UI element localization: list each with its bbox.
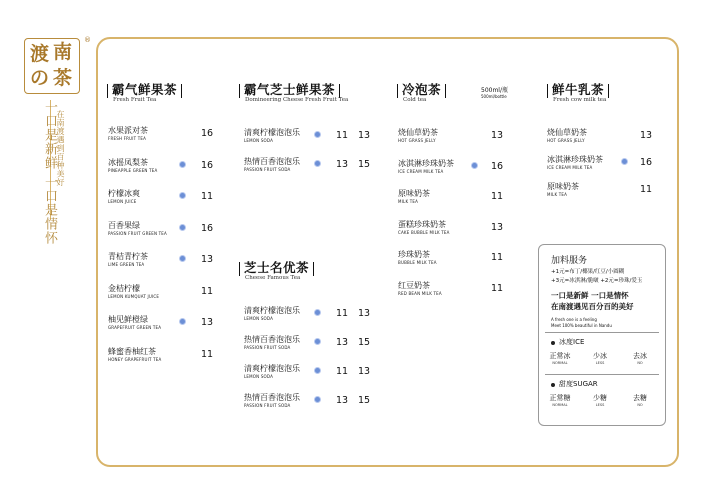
item-price: 13 <box>336 159 349 170</box>
service-slogan: 在南渡遇见百分百的美好 <box>551 302 634 311</box>
item-name-en: PINEAPPLE GREEN TEA <box>108 167 158 173</box>
section-title-text: 霸气芝士鲜果茶 <box>244 82 336 97</box>
item-price: 13 <box>640 130 653 141</box>
item-price: 11 <box>336 366 349 377</box>
bottle-size-en: 500ml/bottle <box>481 94 507 99</box>
service-line: +3元=冰淇淋/脆啵 +2元=珍珠/爱玉 <box>551 278 643 284</box>
service-en: A fresh one is a feeling <box>551 317 597 322</box>
item-name: 珍珠奶茶 <box>398 250 430 259</box>
brand-slogan: 一口是新鲜 一口是情怀 <box>42 100 57 246</box>
item-name: 青桔青柠茶 <box>108 252 148 261</box>
divider <box>239 84 240 98</box>
option-label-en: LESS <box>595 361 605 365</box>
item-name-en: PASSION FRUIT SODA <box>244 403 291 408</box>
divider <box>339 84 340 98</box>
menu-item <box>244 306 300 321</box>
item-price: 13 <box>491 221 504 233</box>
option-label-en: NO <box>637 361 643 365</box>
option-label: 正常冰 <box>549 352 571 360</box>
item-name: 冰淇淋珍珠奶茶 <box>547 155 603 164</box>
bubble-icon <box>314 309 321 316</box>
menu-item <box>244 364 300 379</box>
item-name: 热情百香泡泡乐 <box>244 157 300 166</box>
section-title <box>235 80 344 98</box>
item-price: 13 <box>201 317 214 328</box>
registered-mark: ® <box>84 36 91 44</box>
item-name: 金桔柠檬 <box>108 283 140 293</box>
item-name: 蜂蜜香柚红茶 <box>108 346 156 356</box>
item-name-en: ICE CREAM MILK TEA <box>398 168 444 174</box>
item-price: 11 <box>491 282 504 294</box>
item-price: 13 <box>336 395 349 406</box>
item-price: 11 <box>201 348 214 360</box>
item-name-en: GRAPEFRUIT GREEN TEA <box>108 325 162 330</box>
menu-item <box>108 221 167 236</box>
option-label-en: NORMAL <box>552 403 568 407</box>
option-label: 少冰 <box>593 352 607 360</box>
item-name: 清爽柠檬泡泡乐 <box>244 306 300 315</box>
bubble-icon <box>621 158 628 165</box>
option-label: 少糖 <box>593 394 607 402</box>
bubble-icon <box>471 162 478 169</box>
item-price: 11 <box>201 191 214 202</box>
divider <box>181 84 182 98</box>
item-name-en: LEMON KUMQUAT JUICE <box>108 293 160 299</box>
item-price: 15 <box>358 337 371 348</box>
item-name-en: RED BEAN MILK TEA <box>398 290 442 296</box>
menu-item <box>244 393 300 408</box>
bubble-icon <box>179 161 186 168</box>
menu-item <box>108 126 148 141</box>
item-name-en: LEMON SODA <box>244 374 274 379</box>
bubble-icon <box>314 131 321 138</box>
item-price: 13 <box>358 308 371 319</box>
item-price: 11 <box>491 252 504 263</box>
item-name-en: FRESH FRUIT TEA <box>108 136 147 141</box>
item-price: 11 <box>640 184 653 195</box>
option-label-en: NORMAL <box>552 361 568 365</box>
section-title-text: 鲜牛乳茶 <box>552 82 605 97</box>
section-title <box>393 80 450 98</box>
item-name: 红豆奶茶 <box>398 280 430 290</box>
sugar-title: 甜度SUGAR <box>559 380 598 388</box>
menu-item <box>398 281 442 296</box>
section-title <box>235 258 318 276</box>
bubble-icon <box>179 318 186 325</box>
section-title-text: 芝士名优茶 <box>244 260 310 275</box>
item-name: 柚见鲜橙绿 <box>108 315 148 324</box>
service-title: 加料服务 <box>551 256 588 266</box>
bubble-icon <box>179 224 186 231</box>
item-name: 水果派对茶 <box>108 126 148 135</box>
item-name: 烧仙草奶茶 <box>547 128 587 137</box>
item-name-en: BUBBLE MILK TEA <box>398 260 437 265</box>
item-name-en: MILK TEA <box>547 192 568 197</box>
logo-char: 茶 <box>53 67 73 89</box>
section-subtitle: Domineering Cheese Fresh Fruit Tea <box>245 97 349 103</box>
section-subtitle: Cold tea <box>403 97 427 103</box>
bottle-size: 500ml/瓶 <box>481 87 508 94</box>
item-name: 清爽柠檬泡泡乐 <box>244 364 300 373</box>
item-name: 清爽柠檬泡泡乐 <box>244 128 300 137</box>
option-label: 去糖 <box>633 394 647 402</box>
service-line: +1元=布丁/椰果/红豆/小圆糊 <box>551 269 625 275</box>
item-price: 16 <box>201 128 214 139</box>
section-subtitle: Cheese Famous Tea <box>245 275 301 281</box>
option-label: 去冰 <box>633 352 647 360</box>
bubble-icon <box>314 338 321 345</box>
brand-tagline: 在南渡遇到百种美好 <box>56 110 65 187</box>
item-price: 11 <box>336 308 349 319</box>
menu-item <box>108 158 157 173</box>
logo-char: 南 <box>53 41 73 63</box>
bullet-icon <box>551 383 555 387</box>
option-label: 正常糖 <box>549 394 571 402</box>
bubble-icon <box>314 367 321 374</box>
section-subtitle: Fresh Fruit Tea <box>113 97 157 103</box>
menu-item <box>547 155 603 170</box>
item-name: 热情百香泡泡乐 <box>244 393 300 402</box>
menu-item <box>547 128 587 143</box>
item-name: 烧仙草奶茶 <box>398 128 438 137</box>
item-price: 13 <box>358 130 371 141</box>
bubble-icon <box>179 255 186 262</box>
divider <box>107 84 108 98</box>
logo-char: の <box>30 67 50 89</box>
item-name: 柠檬冰爽 <box>108 189 140 198</box>
bubble-icon <box>179 192 186 199</box>
item-price: 13 <box>336 337 349 348</box>
item-name: 冰摇凤梨茶 <box>108 157 148 167</box>
item-price: 16 <box>201 222 214 234</box>
item-price: 13 <box>201 254 214 265</box>
divider <box>397 84 398 98</box>
menu-item <box>244 335 300 350</box>
item-name-en: PASSION FRUIT GREEN TEA <box>108 230 167 236</box>
menu-item <box>547 182 579 197</box>
logo-char: 渡 <box>30 43 50 65</box>
item-name: 蛋糕珍珠奶茶 <box>398 219 446 229</box>
section-title-text: 霸气鲜果茶 <box>112 82 178 97</box>
item-name-en: HOT GRASS JELLY <box>547 138 585 143</box>
menu-item <box>398 189 430 204</box>
item-name: 百香果绿 <box>108 220 140 230</box>
menu-item <box>244 128 300 143</box>
divider <box>547 84 548 98</box>
option-label-en: NO <box>637 403 643 407</box>
item-name-en: LIME GREEN TEA <box>108 262 145 267</box>
item-name-en: LEMON SODA <box>244 316 274 321</box>
menu-item <box>244 157 300 172</box>
item-name: 热情百香泡泡乐 <box>244 335 300 344</box>
service-slogan: 一口是新鲜 一口是情怀 <box>551 291 629 300</box>
item-name-en: ICE CREAM MILK TEA <box>547 165 593 170</box>
item-price: 13 <box>358 366 371 377</box>
service-en: Meet 100% beautiful in Nandu <box>551 323 612 328</box>
menu-item <box>398 220 450 235</box>
menu-item <box>398 250 437 265</box>
item-name-en: CAKE BUBBLE MILK TEA <box>398 229 450 235</box>
divider <box>545 332 659 333</box>
item-name-en: PASSION FRUIT SODA <box>244 167 291 172</box>
bullet-icon <box>551 341 555 345</box>
item-name-en: LEMON JUICE <box>108 199 137 204</box>
menu-item <box>398 128 438 143</box>
section-title-text: 冷泡茶 <box>402 82 442 97</box>
item-price: 15 <box>358 159 371 170</box>
item-price: 13 <box>491 130 504 141</box>
menu-item <box>108 315 161 330</box>
section-title <box>543 80 613 98</box>
bubble-icon <box>314 396 321 403</box>
divider <box>239 262 240 276</box>
service-panel <box>538 244 666 426</box>
item-price: 11 <box>201 285 214 297</box>
item-price: 16 <box>201 159 214 171</box>
menu-item <box>398 159 454 174</box>
section-subtitle: Fresh cow milk tea <box>553 97 607 103</box>
item-name-en: LEMON SODA <box>244 138 274 143</box>
brand-logo <box>24 38 80 94</box>
ice-title: 冰度ICE <box>559 338 585 346</box>
item-name: 原味奶茶 <box>398 189 430 198</box>
item-name: 原味奶茶 <box>547 182 579 191</box>
divider <box>545 374 659 375</box>
item-name-en: MILK TEA <box>398 199 419 204</box>
bubble-icon <box>314 160 321 167</box>
divider <box>608 84 609 98</box>
divider <box>313 262 314 276</box>
menu-item <box>108 347 161 362</box>
item-name: 冰淇淋珍珠奶茶 <box>398 158 454 168</box>
item-name-en: HOT GRASS JELLY <box>398 138 436 143</box>
divider <box>445 84 446 98</box>
option-label-en: LESS <box>595 403 605 407</box>
menu-item <box>108 284 159 299</box>
menu-item <box>108 252 148 267</box>
item-name-en: HONEY GRAPEFRUIT TEA <box>108 356 162 362</box>
item-price: 16 <box>491 160 504 172</box>
menu-item <box>108 189 140 204</box>
item-price: 15 <box>358 395 371 406</box>
item-price: 11 <box>491 191 504 202</box>
item-price: 16 <box>640 157 653 168</box>
item-price: 11 <box>336 130 349 141</box>
section-title <box>103 80 186 98</box>
item-name-en: PASSION FRUIT SODA <box>244 345 291 350</box>
